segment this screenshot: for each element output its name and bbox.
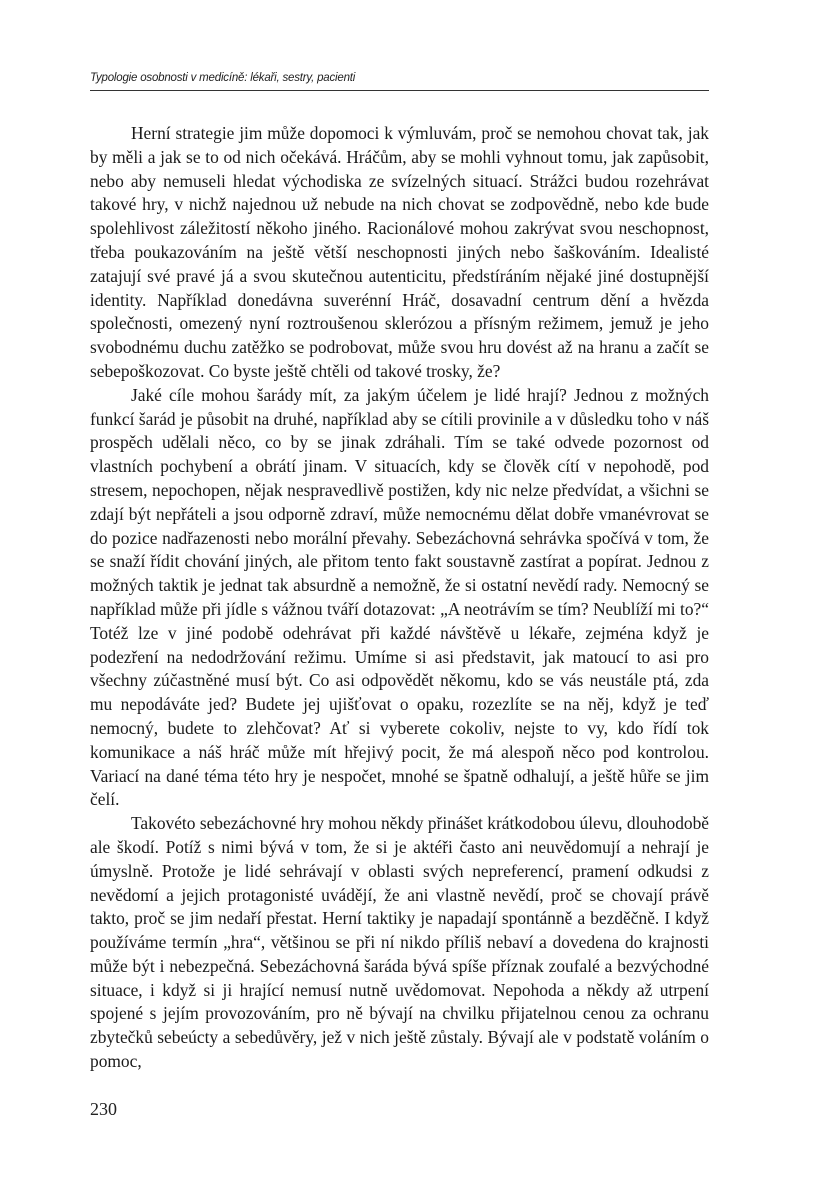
paragraph-3: Takovéto sebezáchovné hry mohou někdy přinášet krátkodobou úlevu, dlouhodobě ale škodí. Potíž s nimi bývá v tom, že si je aktéři často ani neuvědomují a nehrají je úmyslně. Protože je lidé sehrávají v oblasti svých nepreferencí, pramení odkudsi z nevědomí a jejich protagonisté uvádějí, že ani vlastně nevědí, proč se chovají právě takto, proč se jim nedaří přestat. Herní taktiky je napadají spontánně a bezděčně. I když používáme termín „hra“, většinou se při ní nikdo příliš nebaví a dovedena do krajnosti může být i nebezpečná. Sebezáchovná šaráda bývá spíše příznak zoufalé a bezvýchodné situace, i když si ji hrající nemusí nutně uvědomovat. Nepohoda a někdy až utrpení spojené s jejím provozováním, pro ně bývají na chvilku přijatelnou cenou za ochranu zbytečků sebeúcty a sebedůvěry, jež v nich ještě zůstaly. Bývají ale v podstatě voláním o pomoc,	[90, 813, 709, 1072]
paragraph-2: Jaké cíle mohou šarády mít, za jakým účelem je lidé hrají? Jednou z možných funkcí šarád je působit na druhé, například aby se cítili provinile a v důsledku toho v náš prospěch udělali něco, co by se jinak zdráhali. Tím se také odvede pozornost od vlastních pochybení a obrátí jinam. V situacích, kdy se člověk cítí v nepohodě, pod stresem, nepochopen, nějak nespravedlivě postižen, kdy nic nelze předvídat, a všichni se zdají být nepřáteli a jsou odporně zdraví, může nemocnému dělat dobře vmanévrovat se do pozice nadřazenosti nebo morální převahy. Sebezáchovná sehrávka spočívá v tom, že se snaží řídit chování jiných, ale přitom tento fakt soustavně zastírat a popírat. Jednou z možných taktik je jednat tak absurdně a nemožně, že si ostatní nevědí rady. Nemocný se například může při jídle s vážnou tváří dotazovat: „A neotrávím se tím? Neublíží mi to?“ Totéž lze v jiné podobě odehrávat při každé návštěvě u lékaře, zejména když je podezření na nedodržování režimu. Umíme si asi představit, jak matoucí to asi pro všechny zúčastněné musí být. Co asi odpovědět někomu, kdo se vás neustále ptá, zda mu nepodáváte jed? Budete jej ujišťovat o opaku, rozezlíte se na něj, když je teď nemocný, budete to zlehčovat? Ať si vyberete cokoliv, nejste to vy, kdo řídí tok komunikace a náš hráč může mít hřejivý pocit, že má alespoň něco pod kontrolou. Variací na dané téma této hry je nespočet, mnohé se špatně odhalují, a ještě hůře se jim čelí.	[90, 384, 709, 810]
body-text	[90, 122, 709, 1074]
page-number: 230	[90, 1099, 117, 1119]
paragraph-1: Herní strategie jim může dopomoci k výmluvám, proč se nemohou chovat tak, jak by měli a jak se to od nich očekává. Hráčům, aby se mohli vyhnout tomu, jak zapůsobit, nebo aby nemuseli hledat východiska ze svízelných situací. Strážci budou rozehrávat takové hry, v nichž najednou už nebude na nich chovat se zodpovědně, nebo kde bude spolehlivost záležitostí někoho jiného. Racionálové mohou zakrývat svou neschopnost, třeba poukazováním na ještě větší neschopnosti jiných nebo šaškováním. Idealisté zatajují své pravé já a svou skutečnou autenticitu, předstíráním nějaké jiné dostupnější identity. Například donedávna suverénní Hráč, dosavadní centrum dění a hvězda společnosti, omezený nyní roztroušenou sklerózou a přísným režimem, jemuž je jeho svobodnému duchu zatěžko se podrobovat, může svou hru dovést až na hranu a začít se sebepoškozovat. Co byste ještě chtěli od takové trosky, že?	[90, 123, 709, 381]
running-header: Typologie osobnosti v medicíně: lékaři, sestry, pacienti	[90, 72, 709, 91]
